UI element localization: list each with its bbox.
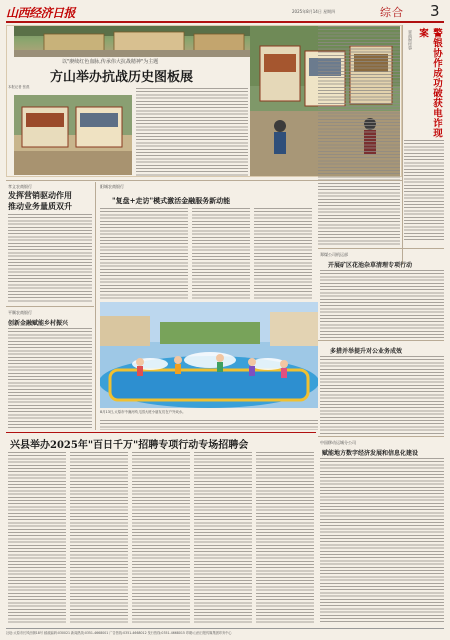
story-fund-kicker: 孝义农商银行 — [8, 184, 32, 189]
divider-h5 — [318, 436, 444, 437]
bottom-text-2 — [70, 452, 128, 624]
story-service-text-1 — [100, 208, 188, 300]
story-service-kicker: 阳城农商银行 — [100, 184, 124, 189]
story-right2-headline: 多措并举提升对公业务成效 — [330, 348, 403, 355]
story-right1-kicker: 郑煤公司机运部 — [320, 252, 348, 257]
divider-h3 — [318, 248, 444, 249]
exhibition-scene — [14, 26, 252, 57]
slogan-sub: 晋商财经事 — [408, 30, 413, 50]
newspaper-logo: 山西经济日报 — [6, 6, 76, 20]
story-fund-text — [8, 214, 92, 302]
photo-caption: 8月13日,太原市中涧河幼儿园大班小朋友们在户外戏水。 — [100, 410, 186, 414]
story-right3-kicker: 中国移动运城分公司 — [320, 440, 356, 445]
right-column-text — [404, 140, 444, 240]
lead-kicker: 以"赓续红色血脉,传承伟大抗战精神"为主题 — [62, 59, 159, 65]
story-service-text-2 — [192, 208, 250, 300]
page-number: 3 — [430, 2, 440, 20]
story-right1-text — [320, 270, 444, 338]
story-service-text-3 — [254, 208, 312, 300]
column-divider — [402, 25, 403, 265]
bottom-text-1 — [8, 452, 66, 624]
bottom-headline: 兴县举办2025年"百日千万"招聘专项行动专场招聘会 — [10, 440, 249, 451]
section-name: 综合 — [380, 6, 404, 19]
exhibition-visitors — [14, 95, 132, 175]
exhibition-photo-left — [14, 95, 132, 175]
divider-h4 — [318, 340, 444, 341]
water-play-scene — [100, 302, 318, 408]
water-play-photo — [100, 302, 318, 408]
page-footer: 社址:太原市长风西街18号 邮政编码:030021 新闻热线:0351-4668001 广告热线:0351-4668012 发行热线:0351-4668015 印刷:山西日报传媒集团印务中心 — [6, 628, 444, 636]
masthead — [6, 4, 444, 20]
story-bank-headline: 创新金融赋能乡村振兴 — [8, 320, 69, 327]
story-fund-headline-1: 发挥营销驱动作用 — [8, 190, 72, 200]
lead-byline: 本报记者 张燕 — [8, 85, 30, 89]
story-right1-headline: 开展矿区花池杂草清理专项行动 — [328, 262, 413, 269]
story-fund-headline-2: 推动业务量质双升 — [8, 201, 72, 211]
bottom-text-3 — [132, 452, 190, 624]
bottom-text-5 — [256, 452, 314, 624]
story-service-headline: "复盘+走访"模式激活金融服务新动能 — [112, 196, 231, 205]
story-bank-text — [8, 328, 92, 428]
divider-bottom — [6, 432, 316, 433]
story-right3-text — [320, 458, 444, 624]
masthead-rule — [6, 21, 444, 23]
story-bank-kicker: 平顺农商银行 — [8, 310, 32, 315]
bottom-text-4 — [194, 452, 252, 624]
caption-extra-text — [100, 420, 318, 430]
slogan-headline: 警银协作成功破获电诈现案 — [417, 28, 442, 138]
divider-h2 — [6, 306, 94, 307]
exhibition-photo-top — [14, 26, 252, 57]
lead-body-text — [136, 88, 248, 176]
column-divider-2 — [95, 182, 96, 430]
lead-headline: 方山举办抗战历史图板展 — [50, 70, 194, 85]
divider-h1 — [6, 180, 402, 181]
right-story-text-a — [318, 26, 400, 246]
story-right2-text — [320, 356, 444, 434]
story-right3-headline: 赋能地方数字经济发展和信息化建设 — [322, 450, 419, 457]
issue-date: 2025年8月14日 星期四 — [292, 9, 336, 14]
